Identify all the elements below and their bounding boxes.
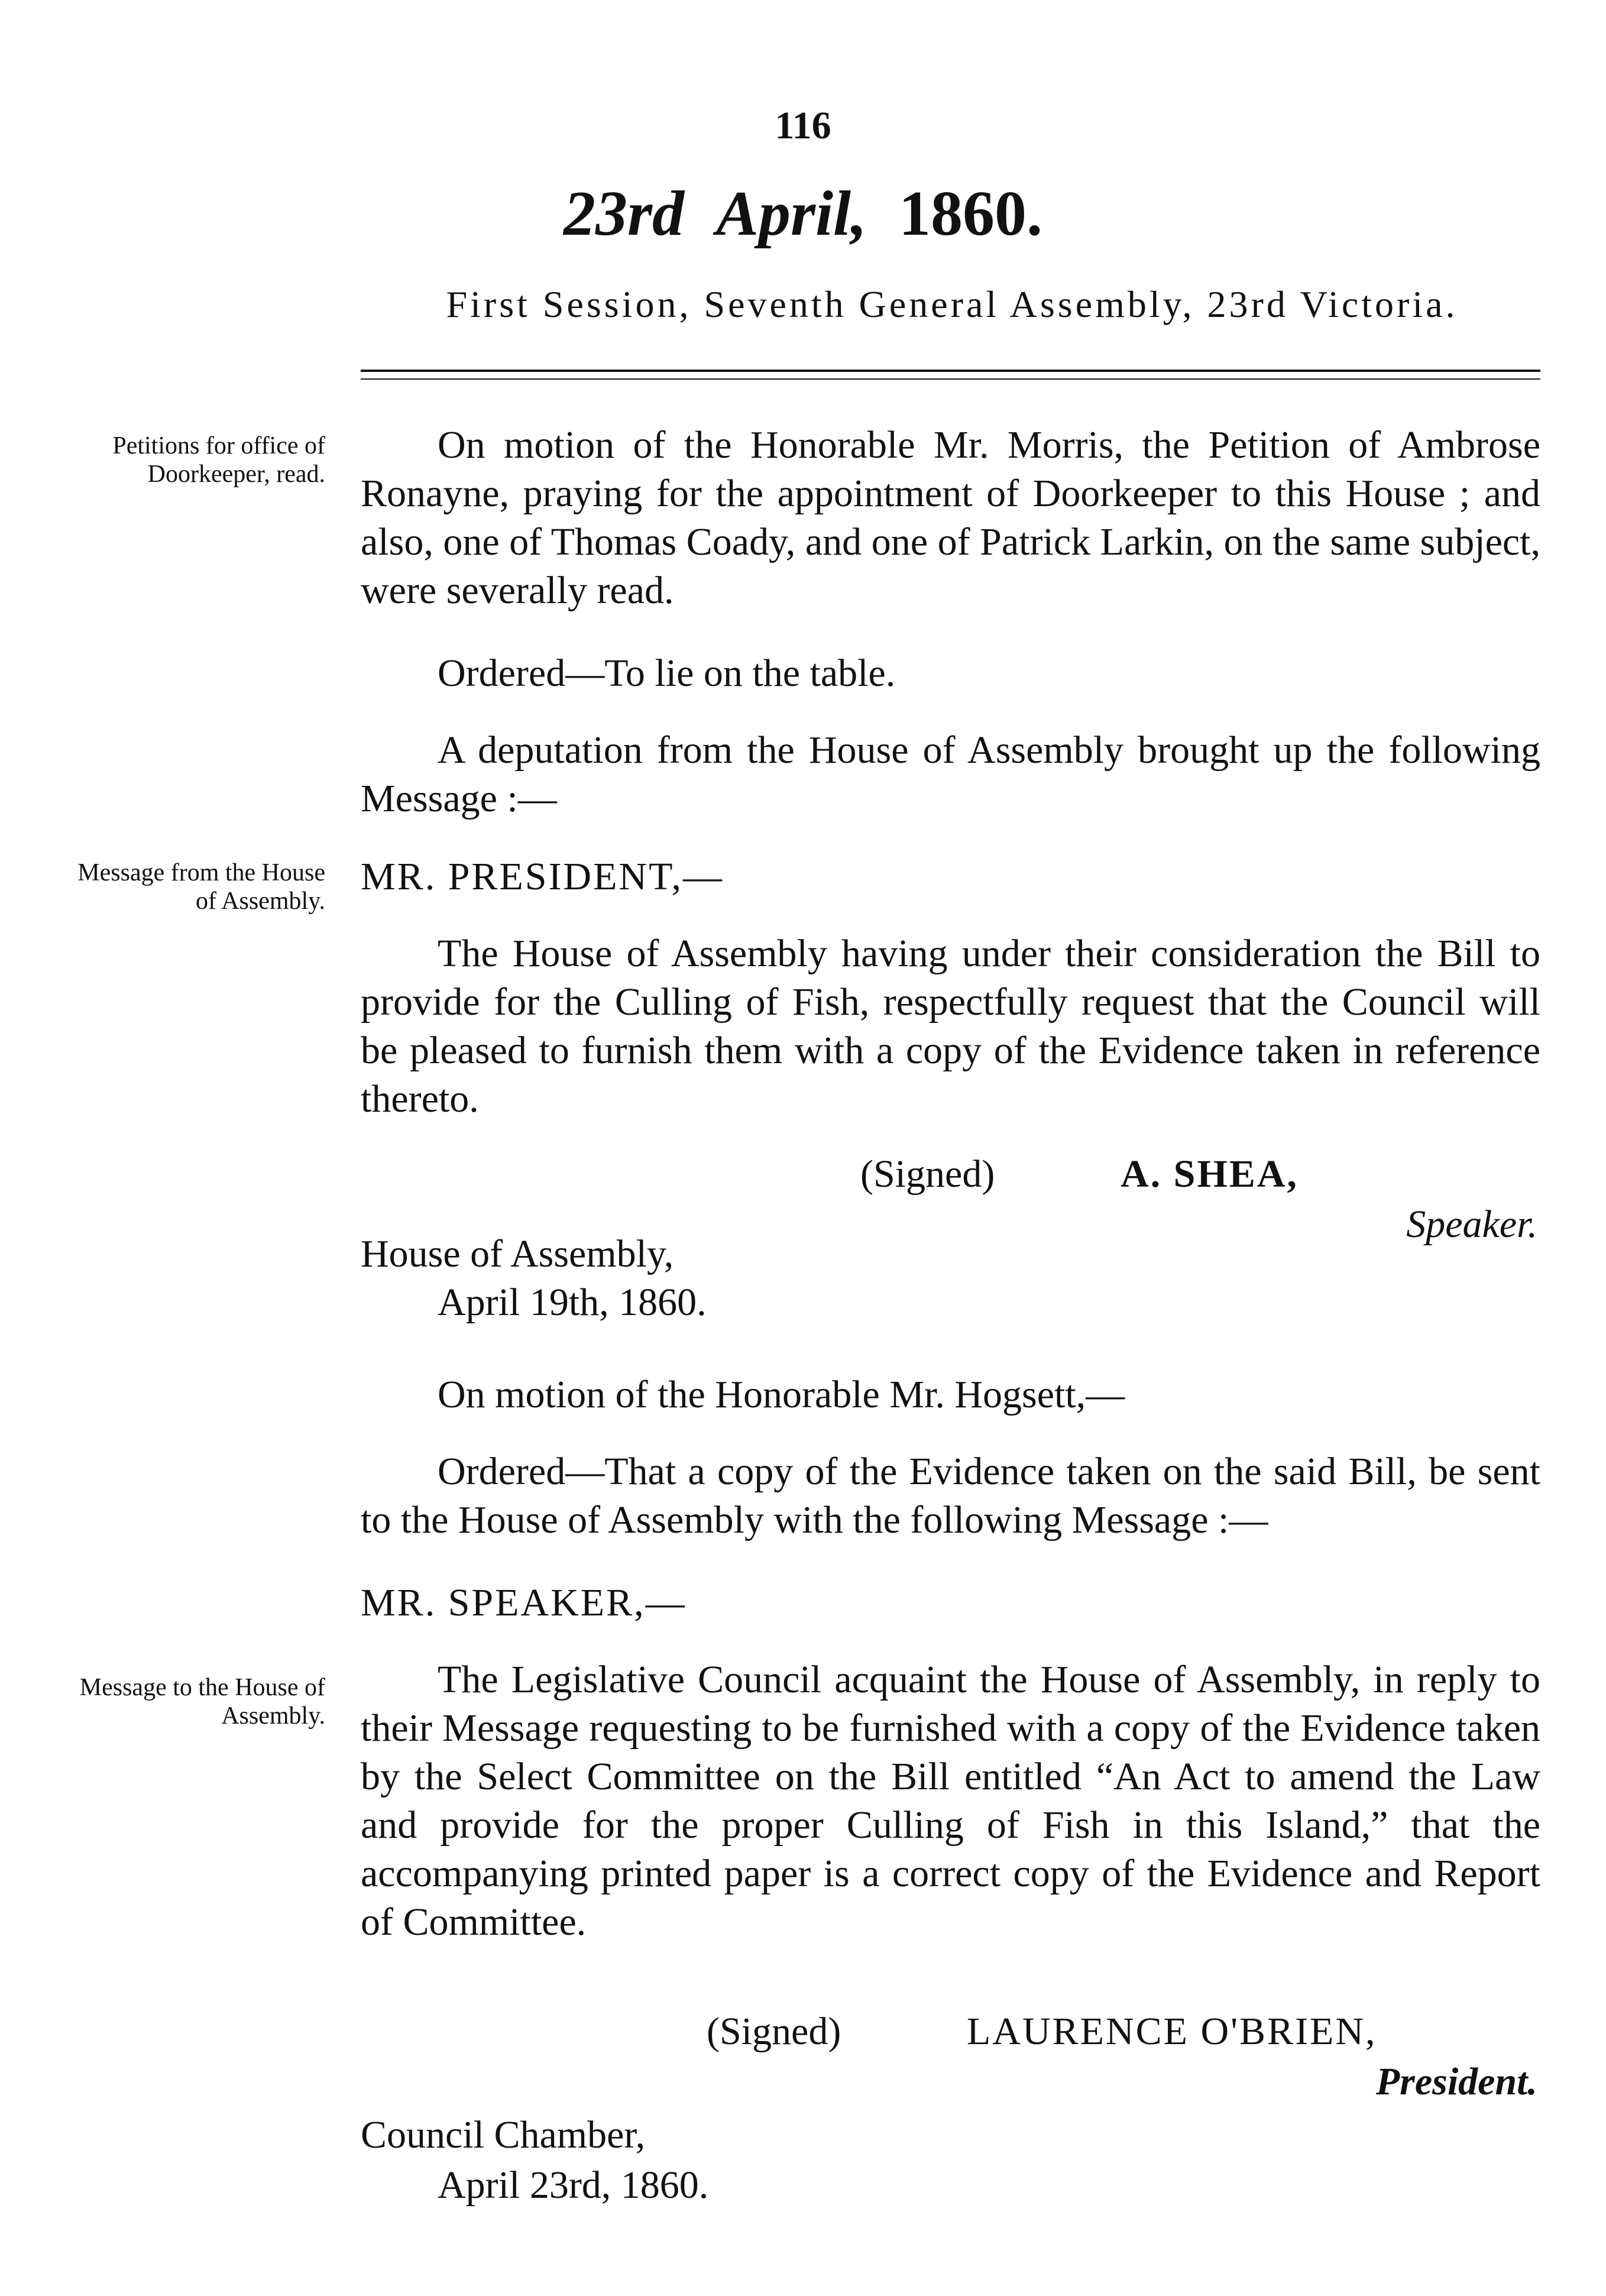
signer-name-1: A. SHEA, [1121, 1152, 1299, 1196]
margin-note-message-to: Message to the House of Assembly. [79, 1674, 325, 1730]
date-year: 1860. [899, 179, 1043, 249]
paragraph-petition: On motion of the Honorable Mr. Morris, the Petition of Ambrose Ronayne, praying for the appointment of Doorkeeper to this House ; and also, one of Thomas Coady, and one of Patrick Larkin, on the same subject, were severally read. [361, 423, 1540, 612]
date-2: April 23rd, 1860. [438, 2164, 709, 2207]
date-day: 23rd [563, 179, 684, 249]
paragraph-ordered-lie: Ordered—To lie on the table. [438, 652, 896, 695]
signed-label-2: (Signed) [707, 2010, 841, 2053]
margin-note-petitions: Petitions for office of Doorkeeper, read. [112, 432, 325, 488]
heading-mr-president: MR. PRESIDENT,— [361, 855, 724, 898]
date-month: April, [715, 179, 867, 249]
paragraph-motion-hogsett: On motion of the Honorable Mr. Hogsett,— [438, 1373, 1125, 1416]
date-1: April 19th, 1860. [438, 1281, 707, 1324]
session-line: First Session, Seventh General Assembly, 23rd Victoria. [446, 283, 1458, 325]
margin-note-message-from: Message from the House of Assembly. [77, 859, 325, 915]
signer-title-1: Speaker. [1406, 1203, 1537, 1246]
signed-label-1: (Signed) [860, 1152, 995, 1196]
signer-name-2: LAURENCE O'BRIEN, [967, 2010, 1377, 2053]
place-2: Council Chamber, [361, 2113, 646, 2156]
page-number: 116 [775, 104, 831, 147]
page-date [0, 177, 1606, 251]
heading-mr-speaker: MR. SPEAKER,— [361, 1581, 687, 1624]
paragraph-house-message: The House of Assembly having under their consideration the Bill to provide for the Culling of Fish, respectfully request that the Council will be pleased to furnish them with a copy of the Evidence taken in reference thereto. [361, 932, 1540, 1121]
paragraph-ordered-copy: Ordered—That a copy of the Evidence taken on the said Bill, be sent to the House of Assembly with the following Message :— [361, 1450, 1540, 1542]
header-rule-thick [361, 370, 1540, 372]
paragraph-deputation: A deputation from the House of Assembly brought up the following Message :— [361, 728, 1540, 820]
paragraph-council-reply: The Legislative Council acquaint the House of Assembly, in reply to their Message requesting to be furnished with a copy of the Evidence taken by the Select Committee on the Bill entitled “An Act to amend the Law and provide for the proper Culling of Fish in this Island,” that the accompanying printed paper is a correct copy of the Evidence and Report of Committee. [361, 1658, 1540, 1944]
signer-title-2: President. [1375, 2060, 1537, 2103]
place-1: House of Assembly, [361, 1232, 674, 1275]
header-rule-thin [361, 378, 1540, 380]
